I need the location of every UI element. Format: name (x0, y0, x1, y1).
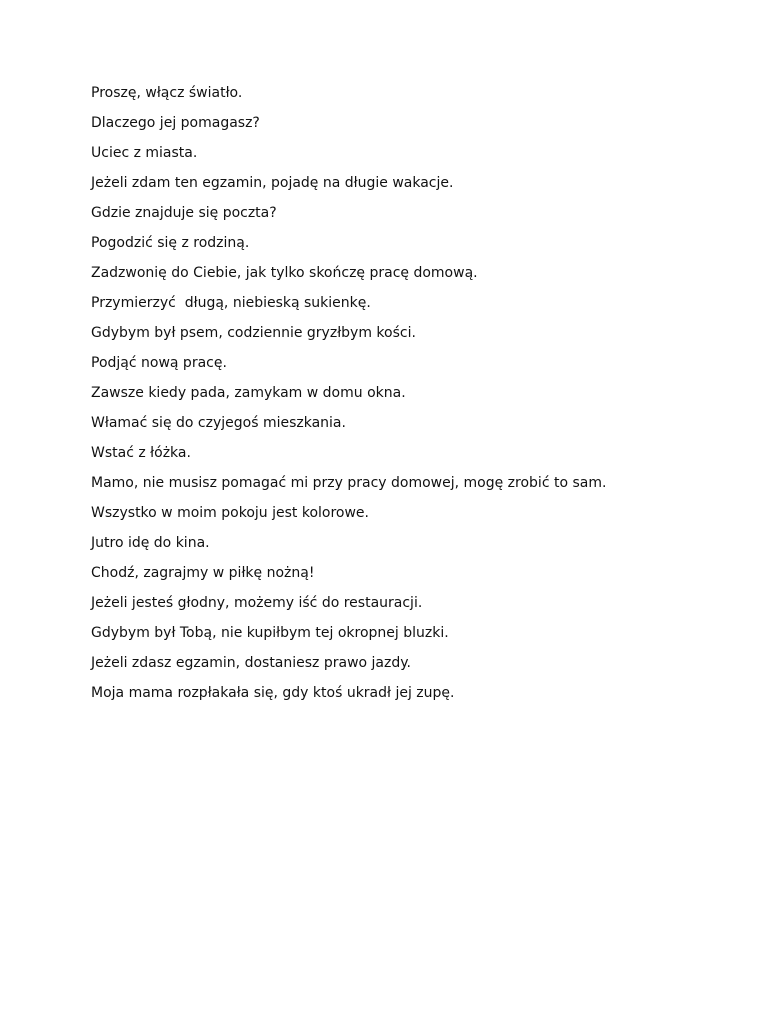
sentence-line: Przymierzyć długą, niebieską sukienkę. (91, 295, 371, 311)
sentence-line: Wszystko w moim pokoju jest kolorowe. (91, 505, 369, 521)
sentence-line: Pogodzić się z rodziną. (91, 235, 250, 251)
sentence-line: Podjąć nową pracę. (91, 355, 227, 371)
sentence-line: Gdybym był Tobą, nie kupiłbym tej okropnej bluzki. (91, 625, 449, 641)
sentence-line: Włamać się do czyjegoś mieszkania. (91, 415, 346, 431)
sentence-line: Zawsze kiedy pada, zamykam w domu okna. (91, 385, 406, 401)
sentence-line: Dlaczego jej pomagasz? (91, 115, 260, 131)
sentence-line: Chodź, zagrajmy w piłkę nożną! (91, 565, 315, 581)
sentence-line: Jeżeli zdasz egzamin, dostaniesz prawo jazdy. (91, 655, 411, 671)
sentence-line: Gdzie znajduje się poczta? (91, 205, 277, 221)
sentence-line: Wstać z łóżka. (91, 445, 191, 461)
sentence-line: Zadzwonię do Ciebie, jak tylko skończę pracę domową. (91, 265, 478, 281)
sentence-line: Jeżeli jesteś głodny, możemy iść do restauracji. (91, 595, 423, 611)
sentence-line: Moja mama rozpłakała się, gdy ktoś ukradł jej zupę. (91, 685, 455, 701)
sentence-line: Mamo, nie musisz pomagać mi przy pracy domowej, mogę zrobić to sam. (91, 475, 607, 491)
sentence-line: Jutro idę do kina. (91, 535, 210, 551)
sentence-line: Uciec z miasta. (91, 145, 198, 161)
sentence-line: Gdybym był psem, codziennie gryzłbym kości. (91, 325, 416, 341)
sentence-line: Jeżeli zdam ten egzamin, pojadę na długie wakacje. (91, 175, 454, 191)
sentence-line: Proszę, włącz światło. (91, 85, 243, 101)
sentence-list (91, 84, 606, 714)
